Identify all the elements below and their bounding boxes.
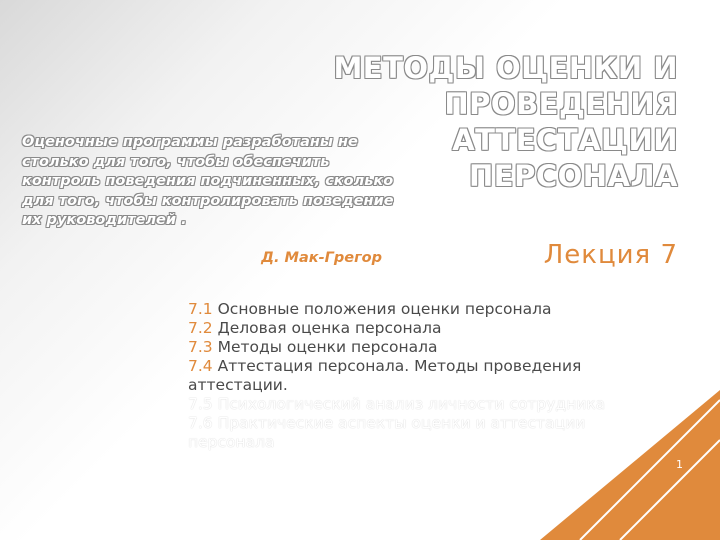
list-item [188,395,668,414]
item-text: Основные положения оценки персонала [217,300,552,318]
item-number: 7.6 [188,414,213,432]
title-line-3: ПЕРСОНАЛА [468,159,678,193]
lecture-label: Лекция 7 [543,240,678,270]
item-text: Психологический анализ личности сотрудника [217,395,606,413]
epigraph-quote: Оценочные программы разработаны не столько для того, чтобы обеспечить контроль поведения подчиненных, сколько для того, чтобы контролировать поведение их руководителей . [22,134,394,228]
page-number: 1 [676,458,683,471]
item-number: 7.1 [188,300,213,318]
list-item [188,414,668,452]
item-text: Практические аспекты оценки и аттестации персонала [188,414,586,451]
item-number: 7.3 [188,338,213,356]
item-text: Методы оценки персонала [217,338,438,356]
title-line-2: ПРОВЕДЕНИЯ АТТЕСТАЦИИ [444,87,678,157]
quote-author: Д. Мак-Грегор [261,250,382,266]
list-item [188,300,668,319]
item-text: Деловая оценка персонала [217,319,442,337]
list-item [188,319,668,338]
item-number: 7.2 [188,319,213,337]
item-number: 7.5 [188,395,213,413]
lecture-contents-list [188,300,668,452]
list-item [188,357,668,395]
title-line-1: МЕТОДЫ ОЦЕНКИ И [333,51,678,85]
list-item [188,338,668,357]
item-number: 7.4 [188,357,213,375]
item-text: Аттестация персонала. Методы проведения аттестации. [188,357,582,394]
